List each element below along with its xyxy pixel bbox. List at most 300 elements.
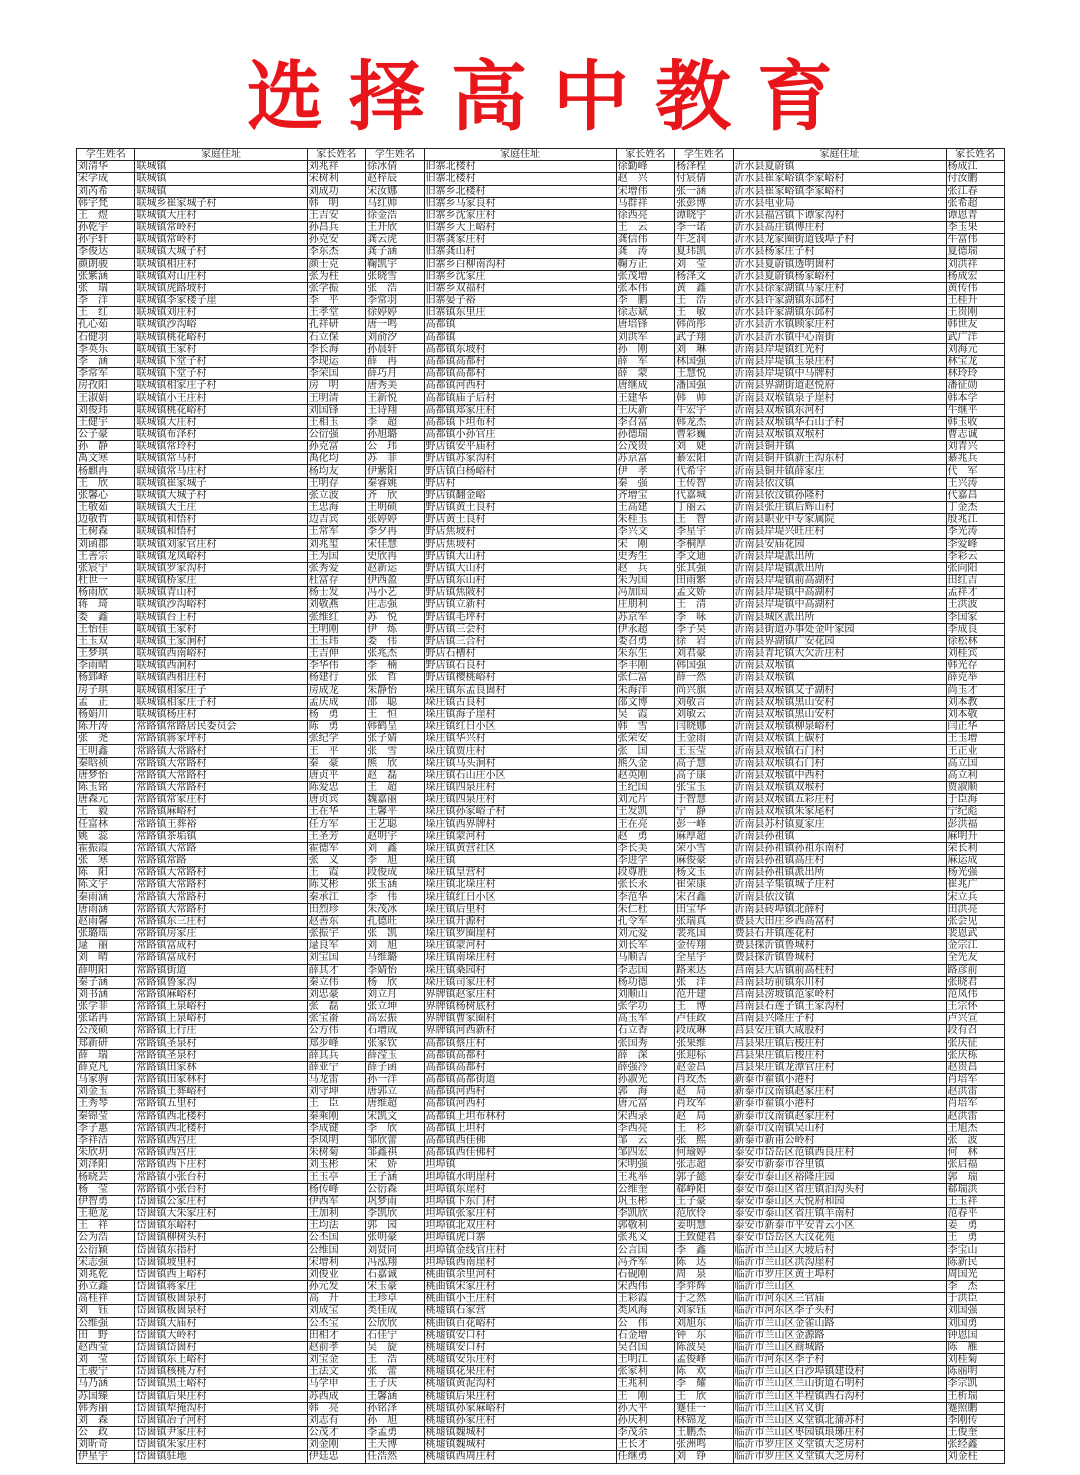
table-cell: 公茂贵 [616, 441, 674, 453]
table-cell: 刘 森 [77, 1414, 135, 1426]
table-cell: 李 鹏 [616, 295, 674, 307]
table-cell: 石增成 [366, 1025, 424, 1037]
table-cell: 孙晨轩 [366, 343, 424, 355]
table-cell: 野店镇石良村 [424, 660, 616, 672]
table-cell: 薛一然 [675, 672, 733, 684]
table-cell: 段有召 [946, 1025, 1005, 1037]
table-cell: 常路镇常家庄村 [135, 794, 307, 806]
table-cell: 薛 军 [616, 355, 674, 367]
table-cell: 冯泓翔 [366, 1256, 424, 1268]
table-cell: 李兴文 [616, 526, 674, 538]
table-cell: 李范华 [616, 891, 674, 903]
table-cell: 宋西录 [616, 1110, 674, 1122]
table-cell: 旧寨北楼村 [424, 161, 616, 173]
table-cell: 常路镇鲁家沟 [135, 976, 307, 988]
table-cell: 旧寨镇东里庄 [424, 307, 616, 319]
table-cell: 桃墟镇石家营 [424, 1305, 616, 1317]
student-table [76, 148, 1005, 1464]
table-cell: 田 野 [77, 1329, 135, 1341]
table-cell: 公衍强 [307, 428, 365, 440]
table-cell: 高都镇高都村 [424, 1061, 616, 1073]
table-cell: 高都镇高都街道 [424, 1074, 616, 1086]
table-cell: 桃墟镇魏城村 [424, 1427, 616, 1439]
table-cell: 马顺吉 [616, 952, 674, 964]
table-cell: 张迎标 [675, 1049, 733, 1061]
table-cell: 代希宇 [675, 465, 733, 477]
table-cell: 新泰市新甫公岭村 [733, 1134, 946, 1146]
table-row [77, 1378, 1005, 1390]
table-row [77, 1280, 1005, 1292]
table-cell: 李凯欣 [616, 1207, 674, 1219]
table-row [77, 781, 1005, 793]
table-cell: 赵 勇 [616, 830, 674, 842]
table-cell: 常路镇西北楼村 [135, 1122, 307, 1134]
table-cell: 林锦龙 [675, 1414, 733, 1426]
table-cell: 常路镇王葬裕 [135, 818, 307, 830]
table-cell: 刘成功 [307, 185, 365, 197]
table-cell: 贾淑顺 [946, 781, 1005, 793]
table-cell: 宋树利 [307, 173, 365, 185]
table-cell: 王建华 [616, 392, 674, 404]
table-cell: 李宝山 [946, 1244, 1005, 1256]
table-cell: 韩 帅 [675, 392, 733, 404]
table-cell: 吴召国 [616, 1341, 674, 1353]
table-cell: 联城镇沙沟峪 [135, 319, 307, 331]
table-cell: 王正业 [946, 745, 1005, 757]
table-cell: 野店镇白杨峪村 [424, 465, 616, 477]
table-cell: 岱崮镇犁掩沟村 [135, 1402, 307, 1414]
table-cell: 荣长利 [946, 842, 1005, 854]
table-cell: 龚 涛 [616, 246, 674, 258]
table-cell: 岱崮镇东指村 [135, 1244, 307, 1256]
table-cell: 岱崮镇核桃万村 [135, 1366, 307, 1378]
table-cell: 张紫涵 [77, 270, 135, 282]
table-cell: 郑新研 [77, 1037, 135, 1049]
table-cell: 沂南县依汶镇 [733, 477, 946, 489]
table-cell: 杜富存 [307, 575, 365, 587]
table-cell: 杨雨欣 [77, 587, 135, 599]
table-cell: 段尊胜 [616, 867, 674, 879]
table-cell: 公子豪 [77, 428, 135, 440]
table-cell: 刘俊玮 [77, 404, 135, 416]
table-cell: 朱东生 [616, 648, 674, 660]
table-cell: 巩玉彬 [616, 1195, 674, 1207]
table-cell: 李 楠 [366, 660, 424, 672]
table-row [77, 1439, 1005, 1451]
table-cell: 高玉军 [616, 1013, 674, 1025]
table-cell: 杨泽文 [675, 270, 733, 282]
table-cell: 李英乐 [77, 343, 135, 355]
table-cell: 王 恒 [366, 708, 424, 720]
table-row [77, 721, 1005, 733]
table-body [77, 161, 1005, 1463]
table-cell: 张 雪 [366, 745, 424, 757]
table-cell: 郗瑞洪 [946, 1183, 1005, 1195]
table-cell: 联城镇相家庄子村 [135, 696, 307, 708]
table-cell: 张 蕾 [366, 1366, 424, 1378]
table-cell: 赵明宇 [366, 830, 424, 842]
table-cell: 唐元富 [616, 1098, 674, 1110]
table-cell: 李爱峰 [946, 538, 1005, 550]
table-cell: 杨功德 [616, 976, 674, 988]
table-cell: 王俊奎 [946, 1427, 1005, 1439]
table-cell: 王敬茹 [77, 501, 135, 513]
table-cell: 联城镇崔家城子 [135, 477, 307, 489]
table-cell: 王玉增 [946, 733, 1005, 745]
table-cell: 李常羽 [366, 295, 424, 307]
table-cell: 马龙雷 [307, 1074, 365, 1086]
table-cell: 垛庄镇贾庄村 [424, 745, 616, 757]
table-cell: 范欣伶 [675, 1207, 733, 1219]
table-cell: 野店镇苏家沟村 [424, 453, 616, 465]
table-cell: 周国光 [946, 1268, 1005, 1280]
table-cell: 刘本教 [946, 696, 1005, 708]
table-row [77, 1220, 1005, 1232]
table-row [77, 1086, 1005, 1098]
table-cell: 桃墟镇黄泥沟村 [424, 1378, 616, 1390]
table-cell: 常路镇富成村 [135, 952, 307, 964]
table-row [77, 745, 1005, 757]
table-cell: 任继勇 [616, 1451, 674, 1463]
table-cell: 朱仁杜 [616, 903, 674, 915]
table-cell: 沂南县铜井镇 [733, 441, 946, 453]
table-cell: 垛庄镇东孟良崮村 [424, 684, 616, 696]
column-header: 学生姓名 [77, 149, 135, 161]
table-cell: 王 清 [675, 599, 733, 611]
table-cell: 垛庄镇马头涧村 [424, 757, 616, 769]
table-cell: 常路镇西宫庄 [135, 1134, 307, 1146]
table-cell: 谭晓宇 [675, 209, 733, 221]
table-cell: 王玉双 [77, 635, 135, 647]
table-cell: 于洪臣 [946, 1293, 1005, 1305]
table-cell: 常路镇大常路村 [135, 769, 307, 781]
table-cell: 王贵刚 [946, 307, 1005, 319]
table-cell: 张璐瑶 [77, 928, 135, 940]
table-cell: 沂南县双堠镇石门村 [733, 757, 946, 769]
table-cell: 李茂余 [616, 1427, 674, 1439]
table-cell: 旧寨乡马家良村 [424, 197, 616, 209]
table-cell: 全先友 [946, 952, 1005, 964]
table-cell: 杨娟川 [77, 708, 135, 720]
table-cell: 庄志强 [366, 599, 424, 611]
table-cell: 刘旭东 [675, 1317, 733, 1329]
table-cell: 沂南县职业中专家属院 [733, 514, 946, 526]
table-cell: 王孝堂 [307, 307, 365, 319]
table-cell: 裴兆国 [675, 928, 733, 940]
table-cell: 公茂硕 [77, 1025, 135, 1037]
table-cell: 野店镇立新村 [424, 599, 616, 611]
table-cell: 联城镇青山村 [135, 587, 307, 599]
table-row [77, 355, 1005, 367]
table-cell: 孟俊峰 [675, 1354, 733, 1366]
table-cell: 韩秀丽 [77, 1402, 135, 1414]
table-cell: 杨 莹 [77, 1183, 135, 1195]
table-cell: 朱桂玉 [616, 514, 674, 526]
table-cell: 秦承江 [307, 891, 365, 903]
table-row [77, 234, 1005, 246]
table-cell: 李 咏 [675, 611, 733, 623]
table-cell: 张宝嵛 [307, 1013, 365, 1025]
table-cell: 李星宇 [675, 526, 733, 538]
table-cell: 丁丽云 [675, 501, 733, 513]
table-cell: 路来达 [675, 964, 733, 976]
table-cell: 刘兆玺 [307, 538, 365, 550]
table-cell: 唐梦怡 [77, 769, 135, 781]
table-cell: 临沂市兰山区义堂镇北蒲苏村 [733, 1414, 946, 1426]
table-row [77, 1049, 1005, 1061]
table-cell: 垛庄镇四泉庄村 [424, 794, 616, 806]
table-cell: 张茂增 [616, 270, 674, 282]
table-row [77, 964, 1005, 976]
table-cell: 牛继平 [946, 404, 1005, 416]
table-cell: 公 政 [77, 1427, 135, 1439]
table-cell: 王 超 [366, 781, 424, 793]
table-cell: 李东杰 [307, 246, 365, 258]
table-cell: 徐婷婷 [366, 307, 424, 319]
table-cell: 张 哲 [366, 672, 424, 684]
table-cell: 孟庆成 [307, 696, 365, 708]
table-row [77, 587, 1005, 599]
table-cell: 綦兆兵 [946, 453, 1005, 465]
table-cell: 沂水县龙家圈街道钱埠子村 [733, 234, 946, 246]
table-cell: 薛强冷 [616, 1061, 674, 1073]
table-cell: 于智慧 [675, 794, 733, 806]
table-cell: 李志国 [616, 964, 674, 976]
table-cell: 野店镇樱桃峪村 [424, 672, 616, 684]
table-cell: 高都镇上坦布林村 [424, 1110, 616, 1122]
table-cell: 段成琳 [675, 1025, 733, 1037]
table-cell: 裴恩武 [946, 928, 1005, 940]
table-row [77, 1451, 1005, 1463]
table-row [77, 477, 1005, 489]
table-row [77, 550, 1005, 562]
table-cell: 桃墟镇孙家庄村 [424, 1414, 616, 1426]
table-cell: 莒县果庄镇龙潭官庄村 [733, 1061, 946, 1073]
table-row [77, 952, 1005, 964]
table-cell: 垛庄镇红日小区 [424, 891, 616, 903]
table-row [77, 562, 1005, 574]
table-cell: 李宗凯 [946, 1378, 1005, 1390]
table-cell: 垛庄镇南垛庄村 [424, 952, 616, 964]
table-cell: 朱海洋 [616, 684, 674, 696]
table-cell: 常路镇西宫庄 [135, 1147, 307, 1159]
table-cell: 垛庄镇蒙河村 [424, 940, 616, 952]
table-cell: 沂南县铜井镇新王沟东村 [733, 453, 946, 465]
table-cell: 常路镇田家林 [135, 1061, 307, 1073]
table-cell: 联城镇刘家官庄村 [135, 538, 307, 550]
table-cell: 高桂祥 [77, 1293, 135, 1305]
table-cell: 杨 勇 [307, 708, 365, 720]
table-cell: 李召富 [616, 416, 674, 428]
table-cell: 沂南县双堠镇 [733, 660, 946, 672]
table-cell: 沂南县双堠镇东河村 [733, 404, 946, 416]
table-cell: 张立波 [307, 489, 365, 501]
table-cell: 宋增利 [307, 1256, 365, 1268]
table-cell: 高都镇庙子后村 [424, 392, 616, 404]
table-cell: 桃墟镇孙家麻峪村 [424, 1402, 616, 1414]
table-cell: 沂南县双堠镇五彩庄村 [733, 794, 946, 806]
table-cell: 刘 婕 [675, 441, 733, 453]
table-cell: 伊星宇 [77, 1451, 135, 1463]
table-cell: 宋西伟 [616, 1280, 674, 1292]
table-cell: 张 磊 [307, 1001, 365, 1013]
table-cell: 岱崮镇板崮泉村 [135, 1293, 307, 1305]
table-cell: 张立坤 [366, 1001, 424, 1013]
table-row [77, 1195, 1005, 1207]
table-cell: 冯齐军 [616, 1256, 674, 1268]
table-cell: 田雨繁 [675, 575, 733, 587]
table-cell: 高都镇蔡庄村 [424, 1037, 616, 1049]
table-cell: 张彭博 [675, 197, 733, 209]
table-cell: 李 超 [366, 416, 424, 428]
table-cell: 石金增 [616, 1329, 674, 1341]
table-row [77, 161, 1005, 173]
table-cell: 潘国强 [675, 380, 733, 392]
table-cell: 宋玉豪 [366, 1280, 424, 1292]
table-cell: 张馨心 [77, 489, 135, 501]
table-cell: 垛庄镇北垛庄村 [424, 879, 616, 891]
table-cell: 王 智 [675, 514, 733, 526]
column-header: 家长姓名 [946, 149, 1005, 161]
table-row [77, 599, 1005, 611]
table-cell: 野店镇东山村 [424, 575, 616, 587]
table-cell: 徐松林 [946, 635, 1005, 647]
table-cell: 李雨晴 [77, 660, 135, 672]
table-cell: 刘元爱 [616, 928, 674, 940]
table-cell: 泰安市泰山区裕隆庄园 [733, 1171, 946, 1183]
table-cell: 高都镇西佳佛 [424, 1134, 616, 1146]
table-cell: 孙昌兵 [307, 222, 365, 234]
table-cell: 王 臣 [307, 1098, 365, 1110]
table-cell: 王宗怀 [946, 1001, 1005, 1013]
table-cell: 沂南县孙祖镇高庄村 [733, 854, 946, 866]
table-cell: 临沂市兰山区半程镇西石沟村 [733, 1390, 946, 1402]
table-cell: 旧寨乡北楼村 [424, 185, 616, 197]
table-cell: 魏嘉丽 [366, 794, 424, 806]
table-cell: 刘金刚 [307, 1439, 365, 1451]
table-cell: 薛子函 [366, 1061, 424, 1073]
table-cell: 刘金玉 [77, 1086, 135, 1098]
table-cell: 刘洪军 [616, 331, 674, 343]
table-cell: 李西亮 [616, 1122, 674, 1134]
table-cell: 刘洪祥 [946, 258, 1005, 270]
table-cell: 刘清华 [77, 161, 135, 173]
table-header-row [77, 149, 1005, 161]
table-row [77, 428, 1005, 440]
table-cell: 新泰市翟镇小港村 [733, 1074, 946, 1086]
table-cell: 沂南县苏村镇夏家庄 [733, 818, 946, 830]
table-cell: 岱崮镇黑土峪村 [135, 1378, 307, 1390]
table-cell: 孙庆利 [616, 1414, 674, 1426]
table-cell: 孙旭璐 [366, 428, 424, 440]
table-cell: 刘俞汐 [366, 331, 424, 343]
table-cell: 巩梦雨 [366, 1195, 424, 1207]
table-cell: 岱崮镇大庙村 [135, 1317, 307, 1329]
table-cell: 秦立伟 [307, 976, 365, 988]
table-cell: 王发凯 [616, 806, 674, 818]
table-cell: 垛庄镇蒙河村 [424, 830, 616, 842]
table-cell: 界牌镇赵家庄村 [424, 988, 616, 1000]
table-cell: 常路镇大常路村 [135, 903, 307, 915]
table-cell: 王相玉 [307, 416, 365, 428]
table-cell: 联城镇常马庄村 [135, 465, 307, 477]
table-cell: 孙淑光 [616, 1074, 674, 1086]
table-cell: 任方军 [307, 818, 365, 830]
table-cell: 伊西军 [307, 1195, 365, 1207]
table-cell: 李 洋 [77, 295, 135, 307]
table-cell: 卢佳政 [675, 1013, 733, 1025]
table-row [77, 623, 1005, 635]
table-cell: 联城镇 [135, 161, 307, 173]
column-header: 家庭住址 [733, 149, 946, 161]
table-cell: 杨光强 [946, 867, 1005, 879]
table-cell: 沂南县双堠镇双堠村 [733, 781, 946, 793]
table-row [77, 1122, 1005, 1134]
table-row [77, 1159, 1005, 1171]
table-cell: 杨文玉 [675, 867, 733, 879]
table-cell: 石佳宁 [366, 1329, 424, 1341]
table-cell: 徐 岩 [675, 635, 733, 647]
table-cell: 赵金昌 [675, 1061, 733, 1073]
table-cell: 唐贞平 [307, 769, 365, 781]
table-cell: 垛庄镇四泉庄村 [424, 781, 616, 793]
table-cell: 临沂市罗庄区义堂镇大芝房村 [733, 1439, 946, 1451]
table-cell: 逯 丽 [77, 940, 135, 952]
table-cell: 陈 欢 [675, 1366, 733, 1378]
table-cell: 王金雨 [675, 733, 733, 745]
table-cell: 桃曲镇宋家庄村 [424, 1280, 616, 1292]
table-cell: 联城镇相庄村 [135, 258, 307, 270]
table-row [77, 282, 1005, 294]
table-cell: 刘国强 [946, 1305, 1005, 1317]
table-cell: 联城镇常岭村 [135, 234, 307, 246]
table-cell: 邵 聪 [366, 696, 424, 708]
table-cell: 泰安市泰山区省庄镇泊沟头村 [733, 1183, 946, 1195]
table-cell: 王淑娟 [77, 392, 135, 404]
table-cell: 沂南县双堠镇朱家尾村 [733, 806, 946, 818]
table-cell: 刘 莹 [77, 1354, 135, 1366]
table-cell: 郭 瑞 [946, 1171, 1005, 1183]
table-cell: 伊紫阳 [366, 465, 424, 477]
table-row [77, 842, 1005, 854]
table-cell: 孙克富 [307, 441, 365, 453]
table-cell: 李凤明 [307, 1134, 365, 1146]
table-cell: 张兆义 [616, 1232, 674, 1244]
table-cell: 王玉莹 [675, 745, 733, 757]
table-row [77, 1390, 1005, 1402]
table-cell: 沂水县夏蔚镇 [733, 161, 946, 173]
table-cell: 麻运成 [946, 854, 1005, 866]
table-cell: 马红帅 [366, 197, 424, 209]
table-cell: 垛庄镇海子崖村 [424, 708, 616, 720]
table-cell: 李 杰 [946, 1280, 1005, 1292]
table-cell: 张希超 [946, 197, 1005, 209]
table-cell: 伊西盈 [366, 575, 424, 587]
table-cell: 邵文博 [616, 696, 674, 708]
table-cell: 孔令军 [616, 915, 674, 927]
table-cell: 荣小雪 [675, 842, 733, 854]
table-cell: 张江春 [946, 185, 1005, 197]
table-cell: 刘成宝 [307, 1305, 365, 1317]
table-cell: 垛庄镇司家庄村 [424, 976, 616, 988]
table-cell: 孟祥才 [946, 587, 1005, 599]
table-cell: 李丰刚 [616, 660, 674, 672]
table-row [77, 258, 1005, 270]
table-cell: 代嘉昌 [946, 489, 1005, 501]
column-header: 学生姓名 [675, 149, 733, 161]
table-cell: 常路镇大常路村 [135, 867, 307, 879]
table-cell: 张瑞真 [675, 915, 733, 927]
